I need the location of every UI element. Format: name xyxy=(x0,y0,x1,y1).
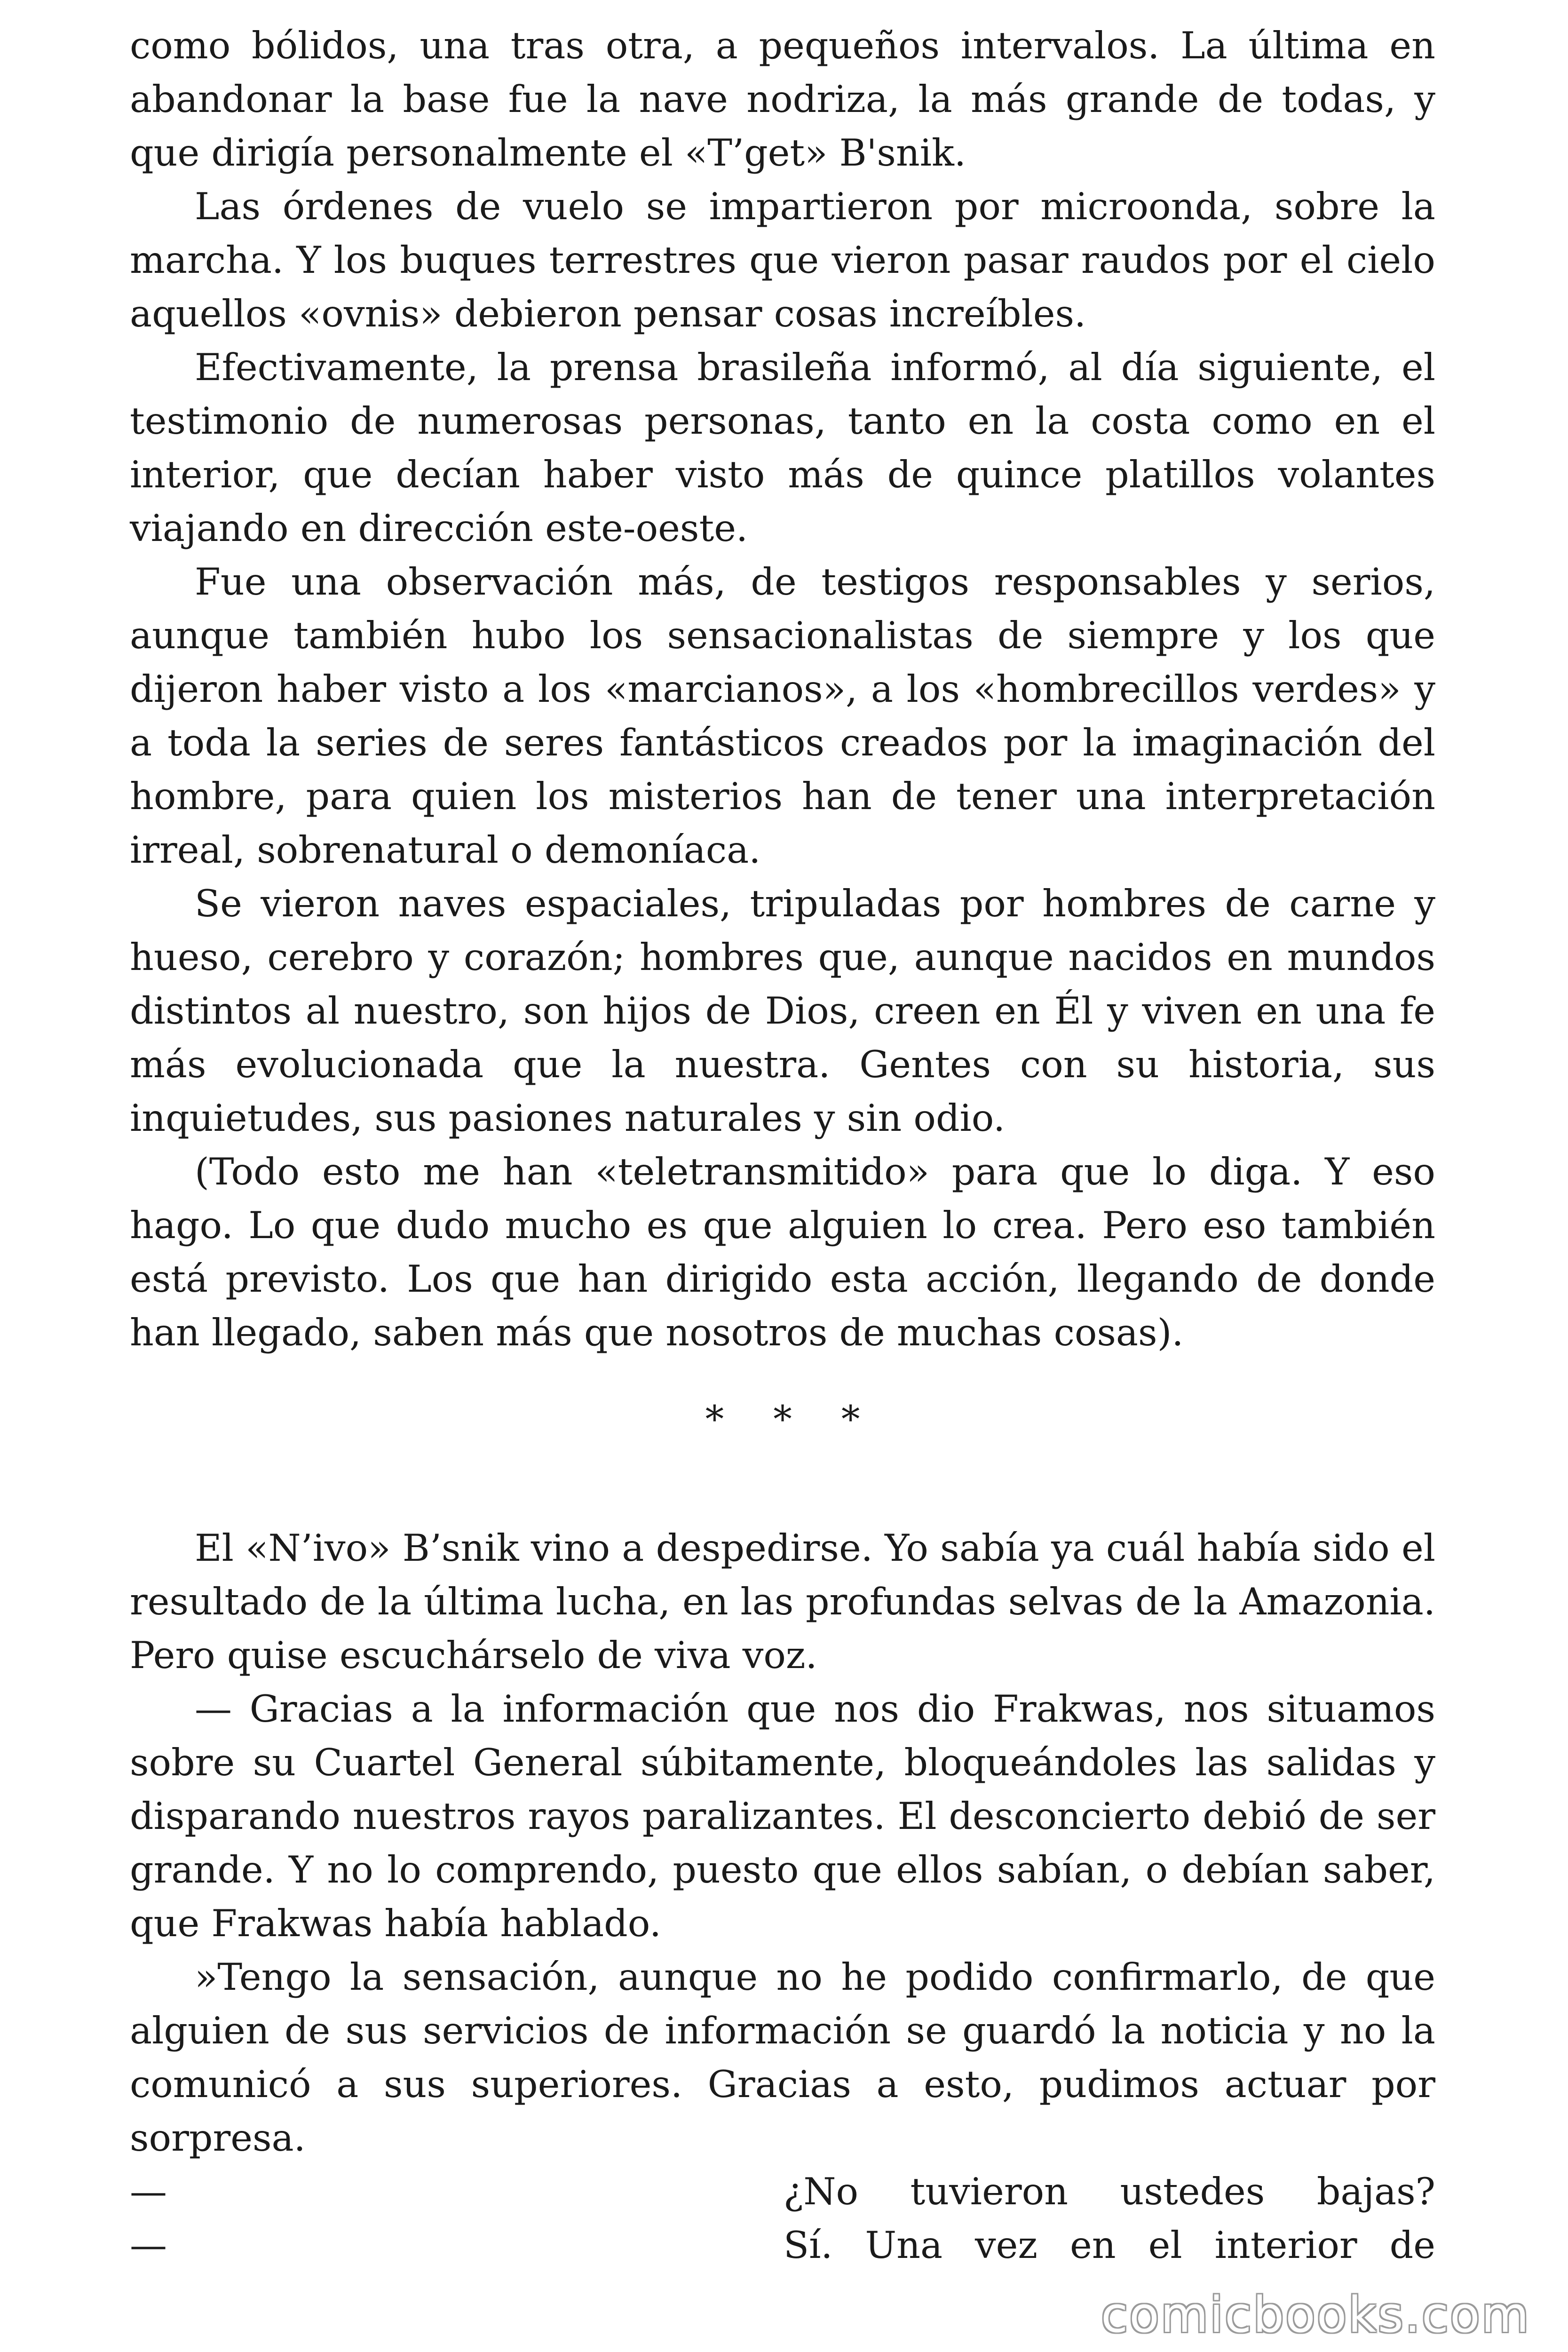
dialogue-dash: — xyxy=(130,2224,167,2267)
dialogue-text: Sí. Una vez en el interior de xyxy=(784,2224,1435,2267)
dialogue-line xyxy=(130,2218,1435,2272)
paragraph: (Todo esto me han «teletransmitido» para que lo diga. Y eso hago. Lo que dudo mucho es que alguien lo crea. Pero eso también está previsto. Los que han dirigido esta acción, llegando de donde han llegado, saben más que nosotros de muchas cosas). xyxy=(130,1150,1435,1354)
paragraph: Fue una observación más, de testigos responsables y serios, aunque también hubo los sensacionalistas de siempre y los que dijeron haber visto a los «marcianos», a los «hombrecillos verdes» y a toda la series de seres fantásticos creados por la imaginación del hombre, para quien los misterios han de tener una interpretación irreal, sobrenatural o demoníaca. xyxy=(130,560,1435,872)
paragraph: Las órdenes de vuelo se impartieron por microonda, sobre la marcha. Y los buques terrestres que vieron pasar raudos por el cielo aquellos «ovnis» debieron pensar cosas increíbles. xyxy=(130,185,1435,335)
section-separator: * * * xyxy=(705,1398,879,1441)
paragraph: »Tengo la sensación, aunque no he podido confirmarlo, de que alguien de sus servicios de información se guardó la noticia y no la comunicó a sus superiores. Gracias a esto, pudimos actuar por sorpresa. xyxy=(130,1955,1435,2160)
dialogue-line xyxy=(130,2165,1435,2218)
watermark: comicbooks.com xyxy=(1101,2286,1530,2344)
paragraph: — Gracias a la información que nos dio Frakwas, nos situamos sobre su Cuartel General súbitamente, bloqueándoles las salidas y disparando nuestros rayos paralizantes. El desconcierto debió de ser grande. Y no lo comprendo, puesto que ellos sabían, o debían saber, que Frakwas había hablado. xyxy=(130,1687,1435,1945)
paragraph: Efectivamente, la prensa brasileña informó, al día siguiente, el testimonio de numerosas personas, tanto en la costa como en el interior, que decían haber visto más de quince platillos volantes viajando en dirección este-oeste. xyxy=(130,346,1435,550)
page-text xyxy=(130,19,1435,2272)
paragraph: Se vieron naves espaciales, tripuladas por hombres de carne y hueso, cerebro y corazón; hombres que, aunque nacidos en mundos distintos al nuestro, son hijos de Dios, creen en Él y viven en una fe más evolucionada que la nuestra. Gentes con su historia, sus inquietudes, sus pasiones naturales y sin odio. xyxy=(130,882,1435,1140)
paragraph: El «N’ivo» B’snik vino a despedirse. Yo sabía ya cuál había sido el resultado de la última lucha, en las profundas selvas de la Amazonia. Pero quise escuchárselo de viva voz. xyxy=(130,1526,1435,1677)
dialogue-dash: — xyxy=(130,2170,167,2213)
paragraph: como bólidos, una tras otra, a pequeños intervalos. La última en abandonar la base fue la nave nodriza, la más grande de todas, y que dirigía personalmente el «T’get» B'snik. xyxy=(130,24,1435,175)
dialogue-text: ¿No tuvieron ustedes bajas? xyxy=(784,2170,1435,2213)
